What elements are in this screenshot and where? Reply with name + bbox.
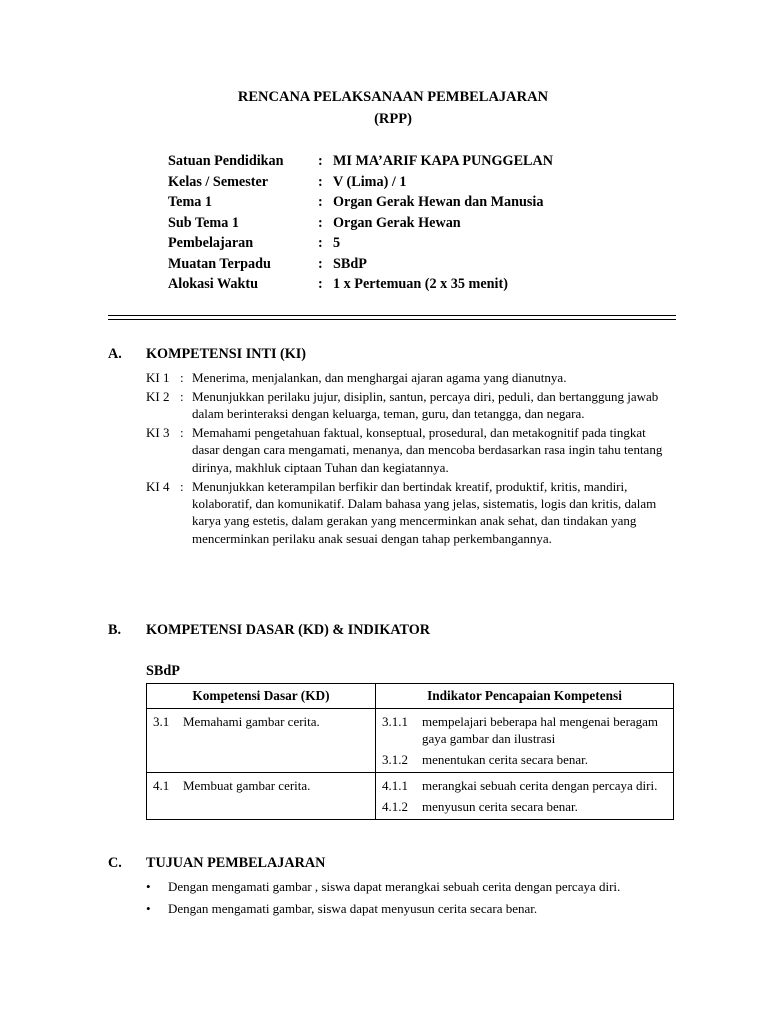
ki-label: KI 4 [146, 478, 170, 494]
indicator-text: menentukan cerita secara benar. [422, 752, 589, 767]
identity-separator: : [318, 235, 323, 251]
ki-text: Memahami pengetahuan faktual, konseptual, prosedural, dan metakognitif pada tingkat dasar dengan cara mengamati, menanya, dan mencoba berdasarkan rasa ingin tahu tentang dirinya, makhluk ciptaan Tuhan dan kegiatannya. [192, 425, 663, 475]
identity-row [168, 172, 553, 193]
identity-row [168, 254, 553, 275]
identity-value: 5 [333, 235, 341, 251]
identity-row [168, 274, 553, 295]
indicator-item [382, 751, 667, 768]
kd-cell [147, 709, 376, 773]
ki-text: Menunjukkan perilaku jujur, disiplin, santun, percaya diri, peduli, dan bertanggung jawab dalam berinteraksi dengan keluarga, teman, guru, dan tetangga, dan negara. [192, 388, 659, 422]
ki-label: KI 1 [146, 370, 170, 385]
indicator-text: merangkai sebuah cerita dengan percaya diri. [422, 778, 658, 793]
identity-separator: : [318, 276, 323, 292]
ki-item [146, 424, 676, 476]
indicator-number: 4.1.2 [382, 799, 408, 814]
subject-label: SBdP [146, 663, 180, 679]
list-item [146, 900, 666, 917]
identity-label: Kelas / Semester [168, 173, 269, 190]
identity-value: SBdP [333, 255, 367, 272]
kd-text: Memahami gambar cerita. [183, 714, 320, 729]
kd-cell [147, 773, 376, 820]
ki-item [146, 388, 676, 423]
objectives-list [146, 878, 666, 922]
section-heading-b [108, 622, 430, 639]
indicator-number: 3.1.2 [382, 752, 408, 767]
document-title: RENCANA PELAKSANAAN PEMBELAJARAN [237, 89, 549, 105]
divider-thin [108, 319, 676, 320]
identity-label: Muatan Terpadu [168, 255, 271, 272]
indicator-number: 4.1.1 [382, 778, 408, 793]
identity-label: Pembelajaran [168, 235, 254, 251]
section-title: KOMPETENSI INTI (KI) [146, 346, 307, 362]
ki-item [146, 478, 676, 548]
section-letter: C. [108, 855, 122, 871]
ki-item [146, 369, 676, 386]
indicator-cell [376, 773, 674, 820]
kd-number: 3.1 [153, 714, 170, 729]
ki-separator: : [180, 370, 184, 385]
identity-value: Organ Gerak Hewan [333, 214, 461, 231]
identity-value: Organ Gerak Hewan dan Manusia [333, 194, 544, 210]
indicator-text: mempelajari beberapa hal mengenai beragam gaya gambar dan ilustrasi [422, 714, 659, 746]
identity-block [168, 151, 553, 295]
table-header-kd: Kompetensi Dasar (KD) [147, 684, 376, 709]
identity-value: MI MA’ARIF KAPA PUNGGELAN [333, 153, 554, 169]
section-letter: A. [108, 346, 122, 362]
identity-separator: : [318, 194, 323, 210]
identity-label: Sub Tema 1 [168, 214, 239, 231]
ki-label: KI 3 [146, 425, 170, 440]
ki-separator: : [180, 388, 184, 404]
divider-thick [108, 315, 676, 316]
kd-table [146, 683, 674, 820]
document-subtitle: (RPP) [374, 111, 412, 127]
section-heading-c [108, 855, 325, 872]
section-heading-a [108, 346, 306, 363]
bullet-icon: • [146, 901, 151, 916]
ki-text: Menunjukkan keterampilan berfikir dan bertindak kreatif, produktif, kritis, mandiri, kolaboratif, dan komunikatif. Dalam bahasa yang jelas, sistematis, logis dan kritis, dalam karya yang estetis, dalam gerakan yang mencerminkan anak sehat, dan tindakan yang mencerminkan perilaku anak sesuai dengan tahap perkembangannya. [192, 478, 657, 546]
section-letter: B. [108, 622, 122, 638]
identity-separator: : [318, 173, 323, 190]
identity-label: Alokasi Waktu [168, 276, 259, 292]
identity-row [168, 192, 553, 213]
ki-separator: : [180, 478, 184, 494]
objective-text: Dengan mengamati gambar , siswa dapat merangkai sebuah cerita dengan percaya diri. [168, 879, 621, 894]
identity-value: V (Lima) / 1 [333, 173, 407, 190]
identity-separator: : [318, 214, 323, 231]
ki-text: Menerima, menjalankan, dan menghargai ajaran agama yang dianutnya. [192, 370, 567, 385]
table-row [147, 709, 674, 773]
identity-separator: : [318, 255, 323, 272]
ki-label: KI 2 [146, 388, 170, 404]
indicator-cell [376, 709, 674, 773]
table-header-indicator: Indikator Pencapaian Kompetensi [376, 684, 674, 709]
indicator-item [382, 713, 667, 747]
identity-row [168, 213, 553, 234]
objective-text: Dengan mengamati gambar, siswa dapat menyusun cerita secara benar. [168, 901, 538, 916]
identity-value: 1 x Pertemuan (2 x 35 menit) [333, 276, 508, 292]
section-title: KOMPETENSI DASAR (KD) & INDIKATOR [146, 622, 431, 638]
identity-row [168, 151, 553, 172]
list-item [146, 878, 666, 895]
indicator-text: menyusun cerita secara benar. [422, 799, 578, 814]
ki-separator: : [180, 425, 184, 440]
ki-list [146, 369, 676, 549]
bullet-icon: • [146, 879, 151, 894]
indicator-item [382, 777, 667, 794]
kd-text: Membuat gambar cerita. [183, 778, 311, 793]
identity-label: Satuan Pendidikan [168, 153, 284, 169]
section-title: TUJUAN PEMBELAJARAN [146, 855, 326, 871]
identity-separator: : [318, 153, 323, 169]
indicator-number: 3.1.1 [382, 714, 408, 729]
identity-label: Tema 1 [168, 194, 213, 210]
kd-number: 4.1 [153, 778, 170, 793]
indicator-item [382, 798, 667, 815]
table-header-row [147, 684, 674, 709]
identity-row [168, 233, 553, 254]
table-row [147, 773, 674, 820]
